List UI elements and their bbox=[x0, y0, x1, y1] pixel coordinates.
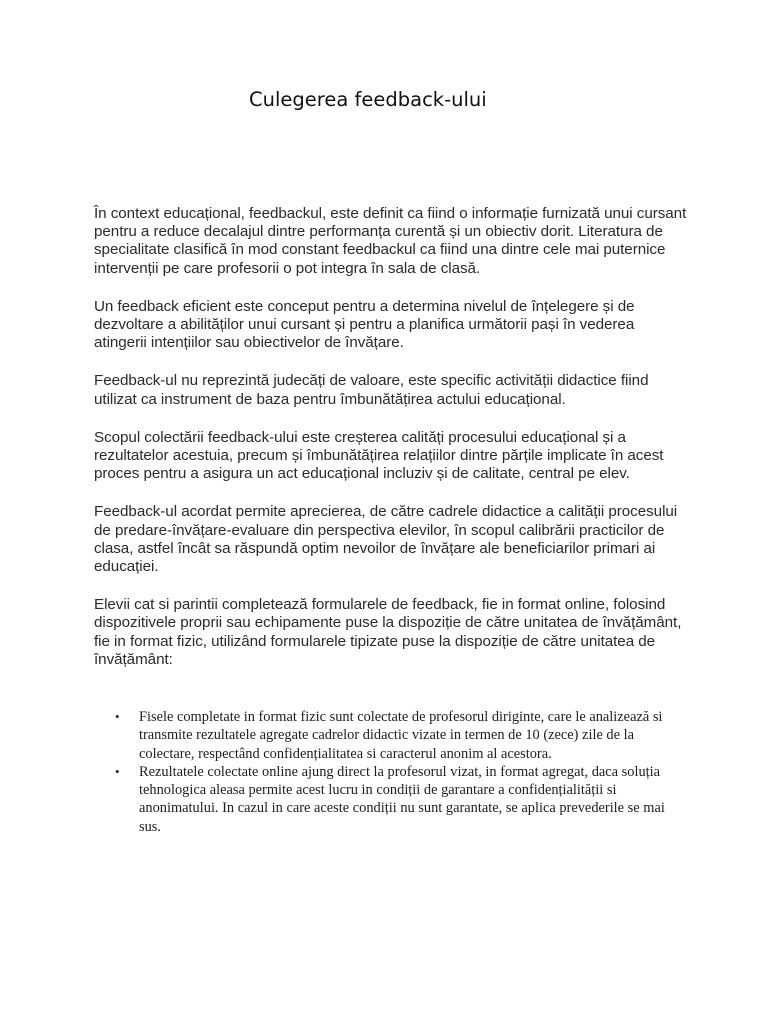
bullet-text: Fisele completate in format fizic sunt colectate de profesorul diriginte, care le analizează si transmite rezultatele agregate cadrelor didactic vizate in termen de 10 (zece) zile de la colectare, respectând confidențialitatea si caracterul anonim al acestora. bbox=[139, 709, 663, 762]
paragraph-not-value-judgement: Feedback-ul nu reprezintă judecăți de valoare, este specific activității didactice fiind utilizat ca instrument de baza pentru îmbunătățirea actului educațional. bbox=[94, 372, 649, 408]
list-item bbox=[115, 763, 679, 836]
bullet-dot-icon: • bbox=[115, 709, 120, 724]
paragraph-forms: Elevii cat si parintii completează formularele de feedback, fie in format online, folosind dispozitivele proprii sau echipamente puse la dispoziție de către unitatea de învățământ, fie in format fizic, utilizând formularele tipizate puse la dispoziție de către unitatea de învățământ: bbox=[94, 596, 682, 668]
bullet-list bbox=[115, 708, 679, 836]
paragraph-appreciation: Feedback-ul acordat permite aprecierea, de către cadrele didactice a calității procesului de predare-învățare-evaluare din perspectiva elevilor, în scopul calibrării practicilor de clasa, astfel încât sa răspundă optim nevoilor de învățare ale beneficiarilor primari ai educației. bbox=[94, 503, 678, 576]
document-title: Culegerea feedback-ului bbox=[249, 88, 487, 111]
paragraph-purpose: Scopul colectării feedback-ului este creșterea calități procesului educațional și a rezultatelor acestuia, precum și îmbunătățirea relațiilor dintre părțile implicate în acest proces pentru a asigura un act educațional incluziv și de calitate, central pe elev. bbox=[94, 428, 664, 483]
bullet-dot-icon: • bbox=[115, 763, 120, 779]
list-item bbox=[115, 708, 679, 763]
document-body bbox=[94, 205, 690, 689]
paragraph-effective-feedback: Un feedback eficient este conceput pentru a determina nivelul de înțelegere și de dezvoltare a abilităților unui cursant și pentru a planifica următorii pași în vederea atingerii intențiilor sau obiectivelor de învățare. bbox=[94, 297, 635, 352]
bullet-text: Rezultatele colectate online ajung direct la profesorul vizat, in format agregat, daca soluția tehnologica aleasa permite acest lucru in condiții de garantare a confidențialității si anonimatului. In cazul in care aceste condiții nu sunt garantate, se aplica prevederile se mai sus. bbox=[139, 763, 665, 835]
paragraph-definition: În context educațional, feedbackul, este definit ca fiind o informație furnizată unui cursant pentru a reduce decalajul dintre performanța curentă și un obiectiv dorit. Literatura de specialitate clasifică în mod constant feedbackul ca fiind una dintre cele mai puternice intervenții pe care profesorii o pot integra în sala de clasă. bbox=[94, 205, 687, 277]
